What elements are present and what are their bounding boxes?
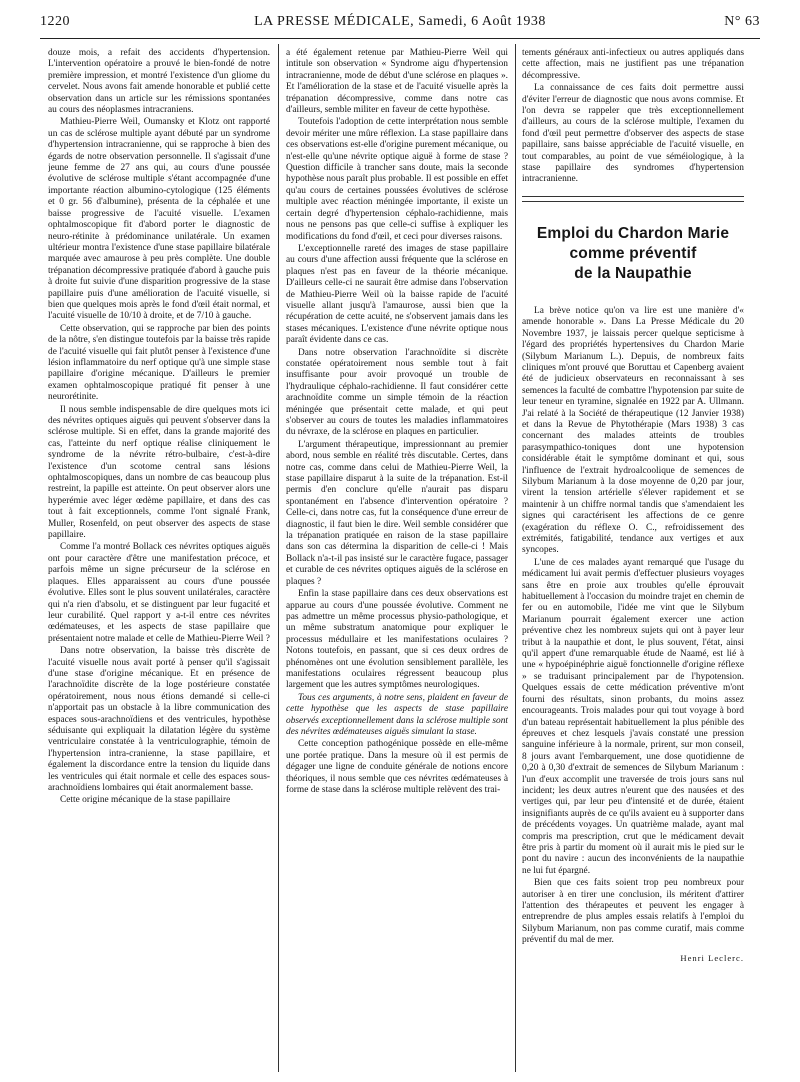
article-title bbox=[522, 224, 744, 284]
paragraph: Toutefois l'adoption de cette interprétation nous semble devoir mériter une mûre réflexion. La stase papillaire dans ces observations est-elle d'origine purement mécanique, ou n'est-elle qu'une névrite optique aiguë à forme de stase ? Question difficile à trancher sans doute, mais la seconde hypothèse nous paraît plus probable. Il est possible en effet qu'au cours de certaines poussées évolutives de sclérose multiple avec réaction méningée importante, il existe un certain degré d'hypertension céphalo-rachidienne, mais nous ne pensons pas que celle-ci suffise à expliquer les modifications du fond d'œil, et ceci pour diverses raisons. bbox=[286, 117, 508, 242]
column-left bbox=[48, 48, 270, 1068]
paragraph: Bien que ces faits soient trop peu nombreux pour autoriser à en tirer une conclusion, ils méritent d'attirer l'attention des thérapeutes et peuvent les engager à entreprendre de plus amples essais relatifs à l'emploi du Silybum Marianum, non pas comme curatif, mais comme préventif du mal de mer. bbox=[522, 878, 744, 946]
paragraph: Cette origine mécanique de la stase papillaire bbox=[60, 795, 231, 806]
paragraph: L'une de ces malades ayant remarqué que l'usage du médicament lui avait permis d'effectuer plusieurs voyages sans être en proie aux troubles qu'elle éprouvait habituellement à l'occasion du moindre trajet en chemin de fer ou en automobile, l'idée me vint que le Silybum Marianum pourrait également exercer une action préventive chez les nombreux sujets qui ont à payer leur tribut à la naupathie et dont, le plus souvent, l'état, ainsi qu'il appert d'une remarquable étude de Naamé, est lié à une « hypoépinéphrie aiguë fonctionnelle d'origine réflexe » se traduisant principalement par de l'hypotension. Quelques essais de cette médication préventive m'ont fourni des résultats, sinon probants, du moins assez encourageants. Trois malades pour qui tout voyage à bord d'un bateau représentait habituellement la plus pénible des épreuves et chez lesquels j'avais constaté une pression sanguine inférieure à la normale, prirent, sur mon conseil, 8 jours avant l'embarquement, une dose quotidienne de 0,20 à 0,30 d'extrait de semences de Silybum Marianum : l'un d'eux accomplit une traversée de trois jours sans nul incident; les deux autres n'eurent que des nausées et des vertiges qui, par leur peu d'intensité et de durée, étaient insignifiants auprès de ce qu'ils avaient eu à supporter dans de précédents voyages. Un quatrième malade, ayant mal compris ma prescription, crut que le médicament devait être pris à partir du moment où il aurait mis le pied sur le pont du navire : aucun des inconvénients de la naupathie ne lui fut épargné. bbox=[522, 557, 744, 876]
paragraph: La connaissance de ces faits doit permettre aussi d'éviter l'erreur de diagnostic que nous avons commise. Et l'on devra se rappeler que très exceptionnellement d'ailleurs, au cours de la sclérose multiple, l'examen du fond d'œil peut permettre d'observer des aspects de stase papillaire, sans baisse appréciable de l'acuité visuelle, en tout comparables, au point de vue séméiologique, à la stase papillaire des syndromes d'hypertension intracranienne. bbox=[522, 83, 744, 185]
paragraph: douze mois, a refait des accidents d'hypertension. L'intervention opératoire a prouvé le bien-fondé de notre première impression, et montré l'existence d'un gliome du cervelet. Nous avons fait amende honorable et publié cette observation dans un article sur les rémissions spontanées au cours des néoplasmes intracraniens. bbox=[48, 48, 270, 116]
journal-title: LA PRESSE MÉDICALE, Samedi, 6 Août 1938 bbox=[254, 14, 546, 29]
article-title-line: de la Naupathie bbox=[574, 264, 692, 282]
paragraph: Comme l'a montré Bollack ces névrites optiques aiguës ont pour caractère d'être une manifestation précoce, et parfois même un signe précurseur de la sclérose en plaques. Elles apparaissent au cours d'une poussée évolutive. Elles sont le plus souvent unilatérales, caractère qui n'a rien d'absolu, et se distinguent par leur fugacité et leur curabilité. Quel rapport y a-t-il entre ces névrites œdémateuses, et les aspects de stase papillaire que présentaient notre malade et celle de Mathieu-Pierre Weil ? bbox=[48, 542, 270, 644]
header-rule bbox=[40, 38, 760, 39]
paragraph: Il nous semble indispensable de dire quelques mots ici des névrites optiques aiguës qui peuvent s'observer dans la sclérose multiple. Si en effet, dans la grande majorité des cas, l'atteinte du nerf optique réalise cliniquement le syndrome de la névrite rétro-bulbaire, c'est-à-dire l'existence d'un scotome central sans lésions ophtalmoscopiques, dans un nombre de cas beaucoup plus restreint, la papille est atteinte. On peut observer alors une hyperémie avec léger œdème papillaire, et dans des cas tout à fait exceptionnels, comme l'ont signalé Frank, Muller, Rosenfeld, on peut observer des aspects de stase papillaire. bbox=[48, 404, 270, 541]
page-header bbox=[40, 14, 760, 38]
paragraph: Enfin la stase papillaire dans ces deux observations est apparue au cours d'une poussée évolutive. Comment ne pas admettre un même processus physio-pathologique, et un même substratum anatomique pour expliquer le processus médullaire et les manifestations oculaires ? Notons toutefois, en passant, que si ces deux ordres de phénomènes ont une évolution sensiblement parallèle, les manifestations oculaires régressent beaucoup plus largement que les autres symptômes neurologiques. bbox=[286, 589, 508, 691]
paragraph: Dans notre observation, la baisse très discrète de l'acuité visuelle nous avait porté à penser qu'il s'agissait d'une stase d'origine mécanique. Et en présence de l'arachnoïdite discrète de la loge postérieure constatée opératoirement, nous nous étions demandé si celle-ci n'apportait pas un obstacle à la libre communication des espaces sous-arachnoïdiens et des ventricules, hypothèse séduisante qui expliquait la dilatation légère du système ventriculaire constatée à la ventriculographie, témoin de l'hypertension intra-cranienne, la stase papillaire, et également la discordance entre la tension du liquide dans les ventricules qui était normale et celle des espaces sous-arachnoïdiens lombaires qui était anormalement basse. bbox=[48, 646, 270, 793]
author-signature: Henri Leclerc. bbox=[680, 952, 744, 963]
article-separator bbox=[522, 201, 744, 202]
paragraph: Dans notre observation l'arachnoïdite si discrète constatée opératoirement nous semble tout à fait insuffisante pour avoir provoqué un trouble de l'hydraulique céphalo-rachidienne. Il faut considérer cette arachnoïdite comme un simple témoin de la réaction méningée que présentait cette malade, et qui peut s'observer au cours de toutes les maladies inflammatoires du névraxe, de la sclérose en plaques en particulier. bbox=[286, 347, 508, 438]
article-title-line: comme préventif bbox=[569, 244, 697, 262]
paragraph: a été également retenue par Mathieu-Pierre Weil qui intitule son observation « Syndrome aigu d'hypertension intracranienne, mode de début d'une sclérose en plaques ». Et l'amélioration de la stase et de l'acuité visuelle après la trépanation décompressive, comme dans notre cas d'ailleurs, semble militer en faveur de cette hypothèse. bbox=[286, 48, 508, 116]
paragraph: L'exceptionnelle rareté des images de stase papillaire au cours d'une affection aussi fréquente que la sclérose en plaques n'est pas en faveur de la théorie mécanique. D'ailleurs celle-ci ne saurait être admise dans l'observation de Mathieu-Pierre Weil où la baisse rapide de l'acuité visuelle allant jusqu'à l'amaurose, aussi bien que la récupération de cette acuité, ne s'observent jamais dans les stases mécaniques. L'existence d'une névrite optique nous paraît évidente dans ce cas. bbox=[286, 243, 508, 346]
paragraph: Cette conception pathogénique possède en elle-même une portée pratique. Dans la mesure où il est permis de dégager une ligne de conduite générale de notions encore théoriques, il nous semble que ces névrites œdémateuses à forme de stase dans la sclérose multiple relèvent des trai- bbox=[286, 739, 508, 795]
article-title-line: Emploi du Chardon Marie bbox=[536, 224, 730, 242]
paragraph: tements généraux anti-infectieux ou autres appliqués dans cette affection, mais ne justifient pas une trépanation décompressive. bbox=[522, 48, 744, 81]
column-divider-right bbox=[515, 44, 516, 1072]
column-divider-left bbox=[278, 44, 279, 1072]
page-number: 1220 bbox=[40, 14, 70, 29]
paragraph: Cette observation, qui se rapproche par bien des points de la nôtre, s'en distingue toutefois par la baisse très rapide de l'acuité visuelle qui fait plutôt penser à l'existence d'une lésion inflammatoire du nerf optique qu'à une simple stase papillaire d'origine mécanique. D'ailleurs le premier examen ophtalmoscopique pratiqué fit penser à une neurorétinite. bbox=[48, 323, 270, 403]
paragraph-italic: Tous ces arguments, à notre sens, plaident en faveur de cette hypothèse que les aspects de stase papillaire observés exceptionnellement dans la sclérose multiple sont des névrites œdémateuses aiguës simulant la stase. bbox=[286, 692, 508, 737]
column-middle bbox=[286, 48, 508, 1068]
column-right bbox=[522, 48, 744, 1068]
paragraph: La brève notice qu'on va lire est une manière d'« amende honorable ». Dans La Presse Médicale du 20 Novembre 1937, je laissais percer quelque septicisme à l'égard des propriétés hypertensives du Chardon Marie (Silybum Marianum L.). Depuis, de nombreux faits cliniques m'ont prouvé que Boruttau et Capenberg avaient été de judicieux observateurs en reconnaissant à ses semences la faculté de combattre l'hypotension par suite de leur teneur en tyramine, signalée en 1922 par A. Ullmann. J'ai relaté à la Société de thérapeutique (12 Janvier 1938) et dans la Revue de Phytothérapie (Mars 1938) 3 cas concernant des malades atteints de troubles parasympathico-toniques dont une hypotension considérable était le symptôme dominant et qui, sous l'influence de l'extrait hydroalcoolique de semences de Silybum Marianum à la dose moyenne de 0,20 par jour, virent la tension artérielle s'élever rapidement et se maintenir à un chiffre normal tandis que s'amendaient les signes qui caractérisent les affections de ce genre (exagération du réflexe O. C., refroidissement des extrémités, fatigabilité, tendance aux vertiges et aux syncopes. bbox=[522, 305, 744, 556]
paragraph: Mathieu-Pierre Weil, Oumansky et Klotz ont rapporté un cas de sclérose multiple ayant débuté par un syndrome d'hypertension intracranienne, qui se rapproche à bien des égards de notre observation personnelle. Il s'agissait d'une jeune femme de 27 ans qui, au cours d'une poussée évolutive de sclérose multiple s'étant accompagnée d'une importante réaction albumino-cytologique (125 éléments et 0 gr. 56 d'albumine), présenta de la céphalée et une baisse progressive de l'acuité visuelle. L'examen ophtalmoscopique fit d'abord porter le diagnostic de neuro-rétinite à prédominance unilatérale. Un examen ultérieur montra l'existence d'une stase papillaire bilatérale marquée avec amaurose à peu près complète. Une double trépanation décompressive pratiquée d'abord à gauche puis à droite fut suivie d'une disparition progressive de la stase papillaire puis d'une amélioration de l'acuité visuelle, si bien que quelques mois après le fond d'œil était normal, et l'acuité visuelle de 10/10 à droite, et de 7/10 à gauche. bbox=[48, 117, 270, 322]
issue-number: N° 63 bbox=[724, 14, 760, 29]
article-separator bbox=[522, 196, 744, 197]
paragraph: L'argument thérapeutique, impressionnant au premier abord, nous semble en réalité très discutable. Certes, dans notre cas, comme dans celui de Mathieu-Pierre Weil, la stase papillaire disparut à la suite de la trépanation. Est-il permis d'en conclure qu'elle n'aurait pas disparu spontanément en l'absence d'intervention opératoire ? Celle-ci, dans notre cas, fut la conséquence d'une erreur de diagnostic, il faut bien le dire. Weil semble considérer que la trépanation pratiquée en raison de la stase papillaire dans son cas détermina la disparition de celle-ci ! Mais Bollack n'a-t-il pas insisté sur le caractère fugace, passager et curable de ces névrites optiques aiguës de la sclérose en plaques ? bbox=[286, 439, 508, 587]
